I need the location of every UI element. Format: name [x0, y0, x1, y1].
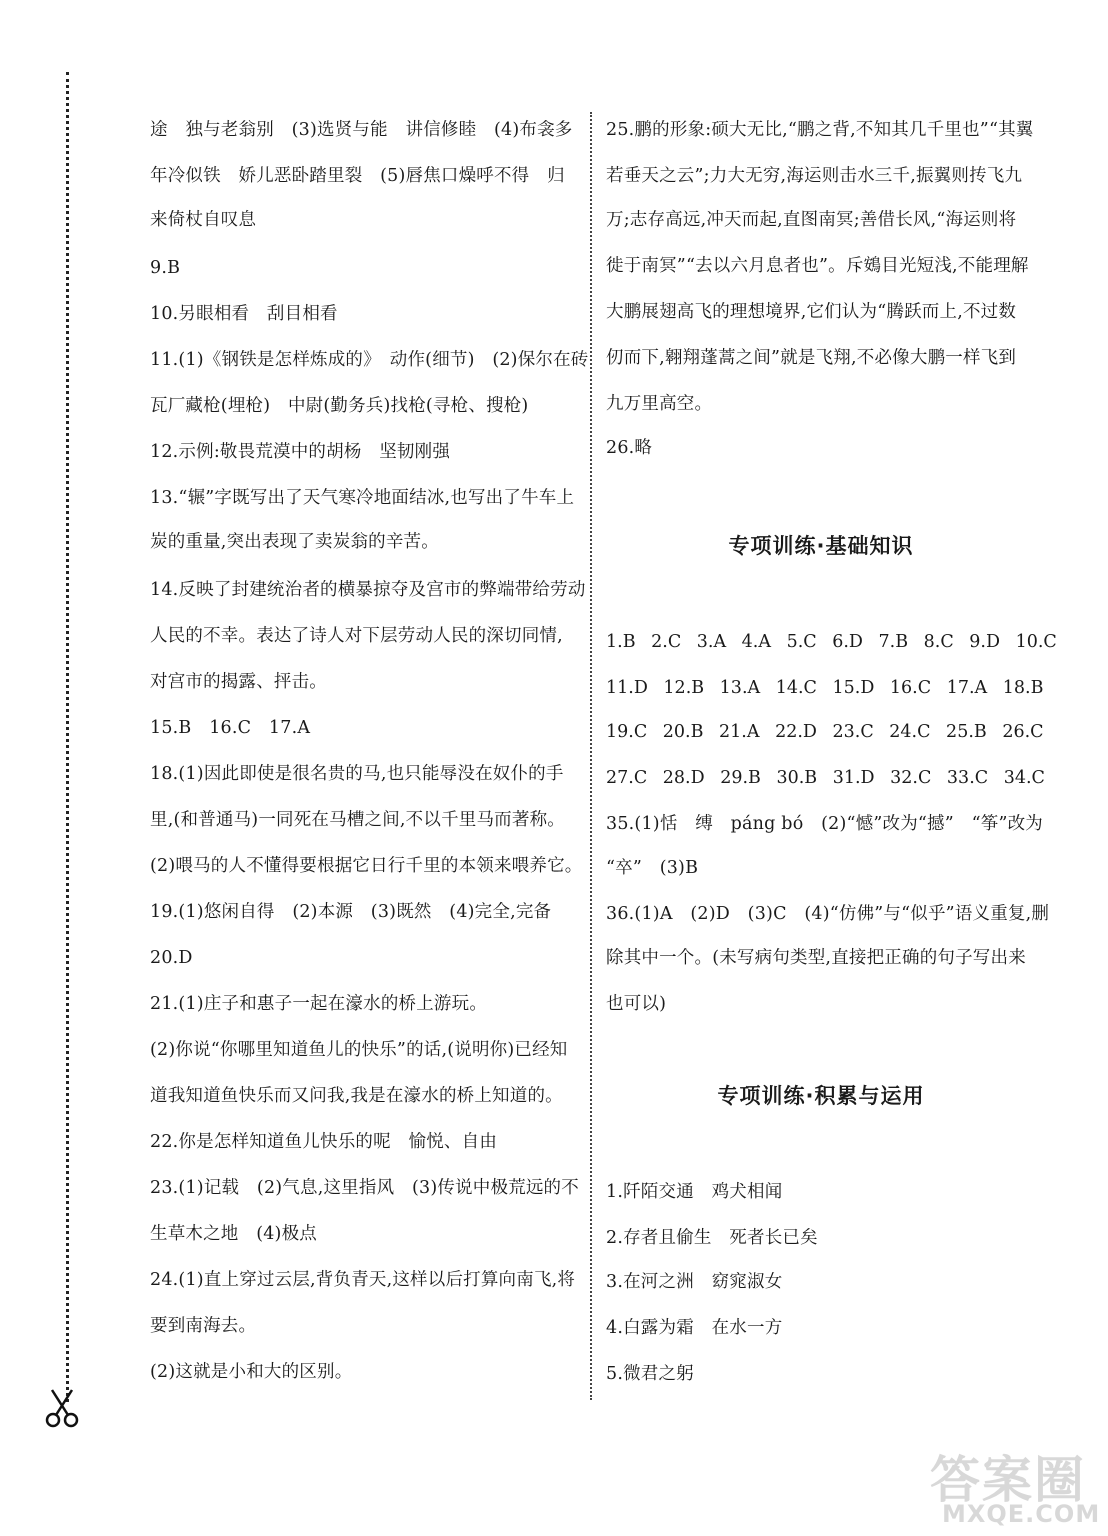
text-line: 途 独与老翁别 (3)选贤与能 讲信修睦 (4)布衾多	[150, 120, 573, 140]
text-line: 22.你是怎样知道鱼儿快乐的呢 愉悦、自由	[150, 1132, 498, 1152]
text-line: 23.(1)记载 (2)气息,这里指风 (3)传说中极荒远的不	[150, 1178, 579, 1198]
column-divider	[590, 112, 592, 1400]
text-line: 12.示例:敬畏荒漠中的胡杨 坚韧刚强	[150, 442, 451, 462]
answer-row: 11.D 12.B 13.A 14.C 15.D 16.C 17.A 18.B	[606, 678, 1044, 698]
text-line: 24.(1)直上穿过云层,背负青天,这样以后打算向南飞,将	[150, 1270, 576, 1290]
text-line: 25.鹏的形象:硕大无比,“鹏之背,不知其几千里也”“其翼	[606, 120, 1034, 140]
text-line: 5.微君之躬	[606, 1364, 694, 1384]
answer-row: 1.B 2.C 3.A 4.A 5.C 6.D 7.B 8.C 9.D 10.C	[606, 632, 1057, 652]
text-line: 18.(1)因此即使是很名贵的马,也只能辱没在奴仆的手	[150, 764, 564, 784]
text-line: 10.另眼相看 刮目相看	[150, 304, 338, 324]
watermark-logo	[920, 1440, 1100, 1532]
text-line: 年冷似铁 娇儿恶卧踏里裂 (5)唇焦口燥呼不得 归	[150, 166, 565, 186]
text-line: “卒” (3)B	[606, 858, 699, 878]
text-line: 徙于南冥”“去以六月息者也”。斥鴳目光短浅,不能理解	[606, 256, 1029, 276]
text-line: 万;志存高远,冲天而起,直图南冥;善借长风,“海运则将	[606, 210, 1017, 230]
text-line: 35.(1)恬 缚 páng bó (2)“憾”改为“撼” “筝”改为	[606, 814, 1043, 834]
text-line: 仞而下,翱翔蓬蒿之间”就是飞翔,不必像大鹏一样飞到	[606, 348, 1017, 368]
text-line: 对宫市的揭露、抨击。	[150, 672, 327, 692]
text-line: 九万里高空。	[606, 394, 713, 414]
text-line: 也可以)	[606, 994, 667, 1014]
text-line: 人民的不幸。表达了诗人对下层劳动人民的深切同情,	[150, 626, 563, 646]
answer-row: 27.C 28.D 29.B 30.B 31.D 32.C 33.C 34.C	[606, 768, 1045, 788]
text-line: (2)你说“你哪里知道鱼儿的快乐”的话,(说明你)已经知	[150, 1040, 568, 1060]
text-line: 20.D	[150, 948, 193, 968]
text-line: (2)喂马的人不懂得要根据它日行千里的本领来喂养它。	[150, 856, 583, 876]
text-line: 26.略	[606, 438, 653, 458]
text-line: 1.阡陌交通 鸡犬相闻	[606, 1182, 783, 1202]
section-heading: 专项训练·积累与运用	[717, 1084, 925, 1108]
watermark-title: 答案圈	[930, 1451, 1086, 1509]
text-line: 道我知道鱼快乐而又问我,我是在濠水的桥上知道的。	[150, 1086, 563, 1106]
text-line: 36.(1)A (2)D (3)C (4)“仿佛”与“似乎”语义重复,删	[606, 904, 1050, 924]
text-line: 4.白露为霜 在水一方	[606, 1318, 783, 1338]
text-line: 除其中一个。(未写病句类型,直接把正确的句子写出来	[606, 948, 1026, 968]
text-line: 11.(1)《钢铁是怎样炼成的》 动作(细节) (2)保尔在砖	[150, 350, 589, 370]
scissors-icon	[42, 1386, 82, 1430]
watermark-url: MXQE.COM	[942, 1500, 1101, 1528]
text-line: 21.(1)庄子和惠子一起在濠水的桥上游玩。	[150, 994, 488, 1014]
text-line: (2)这就是小和大的区别。	[150, 1362, 353, 1382]
text-line: 若垂天之云”;力大无穷,海运则击水三千,振翼则抟飞九	[606, 166, 1023, 186]
text-line: 生草木之地 (4)极点	[150, 1224, 317, 1244]
answer-row: 19.C 20.B 21.A 22.D 23.C 24.C 25.B 26.C	[606, 722, 1044, 742]
text-line: 炭的重量,突出表现了卖炭翁的辛苦。	[150, 532, 439, 552]
section-heading: 专项训练·基础知识	[728, 534, 914, 558]
text-line: 来倚杖自叹息	[150, 210, 257, 230]
text-line: 2.存者且偷生 死者长已矣	[606, 1228, 818, 1248]
text-line: 瓦厂藏枪(埋枪) 中尉(勤务兵)找枪(寻枪、搜枪)	[150, 396, 529, 416]
text-line: 13.“辗”字既写出了天气寒冷地面结冰,也写出了牛车上	[150, 488, 575, 508]
text-line: 14.反映了封建统治者的横暴掠夺及宫市的弊端带给劳动	[150, 580, 586, 600]
text-line: 里,(和普通马)一同死在马槽之间,不以千里马而著称。	[150, 810, 565, 830]
cut-line	[66, 72, 69, 1402]
text-line: 9.B	[150, 258, 181, 278]
text-line: 3.在河之洲 窈窕淑女	[606, 1272, 783, 1292]
text-line: 要到南海去。	[150, 1316, 257, 1336]
text-line: 大鹏展翅高飞的理想境界,它们认为“腾跃而上,不过数	[606, 302, 1017, 322]
text-line: 15.B 16.C 17.A	[150, 718, 311, 738]
text-line: 19.(1)悠闲自得 (2)本源 (3)既然 (4)完全,完备	[150, 902, 552, 922]
